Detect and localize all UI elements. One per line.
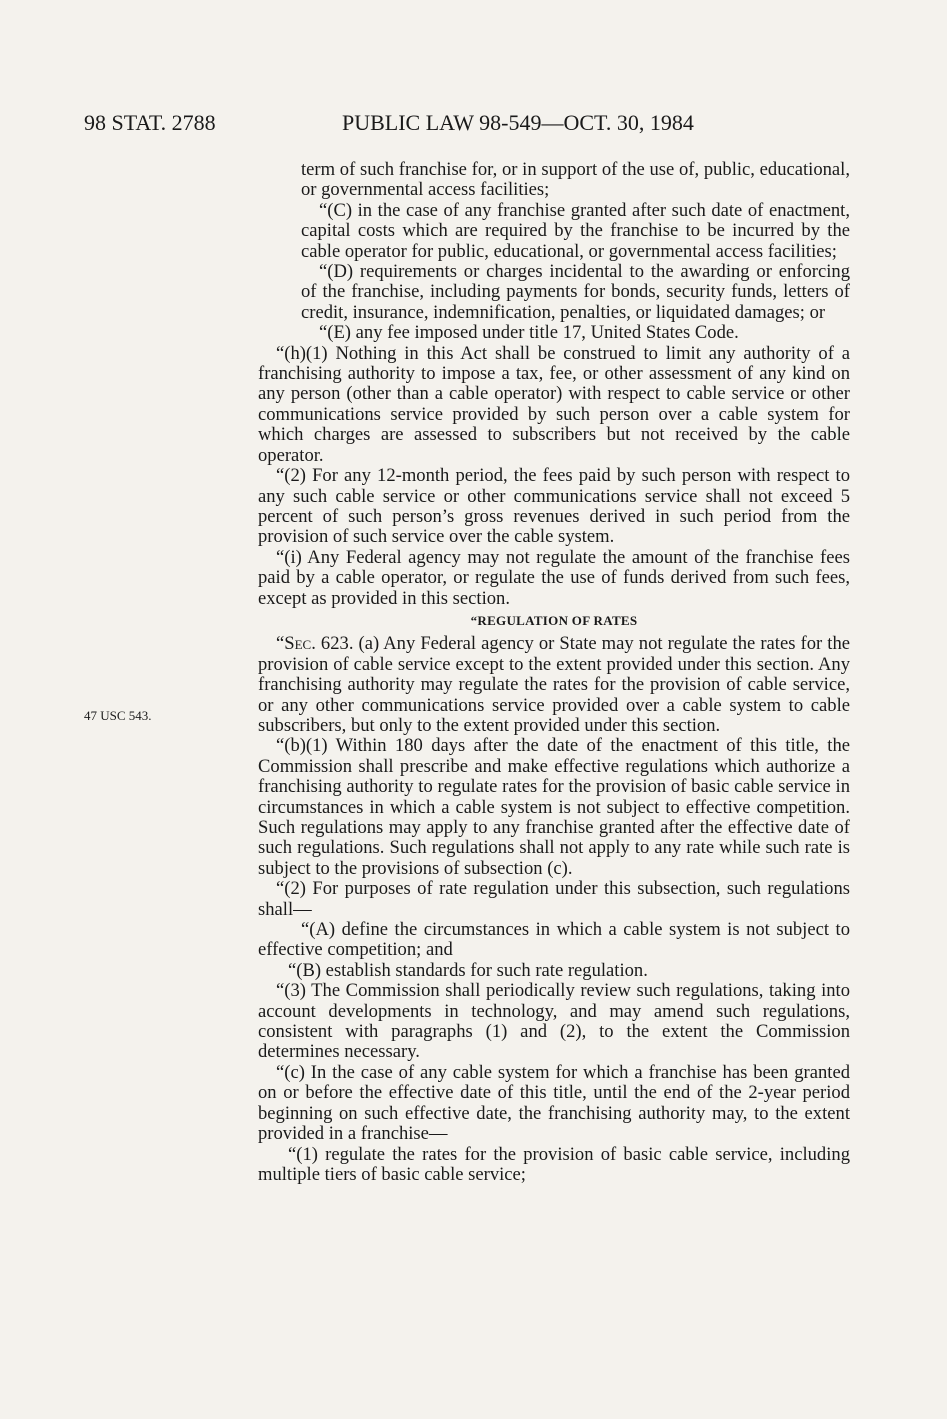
page-header xyxy=(84,110,851,140)
subsection-c: “(c) In the case of any cable system for which a franchise has been granted on or before the effective date of this title, until the end of the 2-year period beginning on such effective date, the franchising authority may, to the extent provided in a franchise— xyxy=(258,1061,850,1145)
margin-note-usc: 47 USC 543. xyxy=(84,708,152,723)
subsection-h2: “(2) For any 12-month period, the fees paid by such person with respect to any such cable service or other communications service shall not exceed 5 percent of such person’s gross revenues derived in such period from the provision of such service over the cable system. xyxy=(258,465,850,548)
subsection-b2: “(2) For purposes of rate regulation under this subsection, such regulations shall— xyxy=(258,878,850,920)
law-title-date: PUBLIC LAW 98-549—OCT. 30, 1984 xyxy=(342,110,694,135)
section-623-a-text: (a) Any Federal agency or State may not regulate the rates for the provision of cable service except to the extent provided under this section. Any franchising authority may regulate the rates for the provision of cable service, or any other communications service provided over a cable system to cable subscribers, but only to the extent provided under this section. xyxy=(258,633,850,736)
subsection-i: “(i) Any Federal agency may not regulate the amount of the franchise fees paid by a cable operator, or regulate the use of funds derived from such fees, except as provided in this section. xyxy=(258,546,850,609)
clause-b2-a: “(A) define the circumstances in which a cable system is not subject to effective competition; and xyxy=(258,919,850,961)
subsection-b3: “(3) The Commission shall periodically review such regulations, taking into account developments in technology, and may amend such regulations, consistent with paragraphs (1) and (2), to the extent the Commission determines necessary. xyxy=(258,980,850,1063)
paragraph-b-cont: term of such franchise for, or in support of the use of, public, educational, or governmental access facilities; xyxy=(301,159,850,201)
stat-page-number: 98 STAT. 2788 xyxy=(84,110,216,135)
clause-b2-b: “(B) establish standards for such rate regulation. xyxy=(288,959,648,981)
document-body xyxy=(258,160,850,1185)
paragraph-c: “(C) in the case of any franchise granted after such date of enactment, capital costs which are required by the franchise to be incurred by the cable operator for public, educational, or governmental access facilities; xyxy=(301,199,850,262)
section-heading: “REGULATION OF RATES xyxy=(470,612,638,628)
subsection-h1: “(h)(1) Nothing in this Act shall be construed to limit any authority of a franchising authority to impose a tax, fee, or other assessment of any kind on any person (other than a cable operator) with respect to cable service or other communications service provided by such person over a cable system for which charges are assessed to subscribers but not received by the cable operator. xyxy=(258,342,850,466)
section-623-a xyxy=(258,634,850,736)
paragraph-d: “(D) requirements or charges incidental to the awarding or enforcing of the franchise, including payments for bonds, security funds, letters of credit, insurance, indemnification, penalties, or liquidated damages; or xyxy=(301,261,850,323)
section-number: “Sec. 623. xyxy=(276,633,354,655)
clause-c1: “(1) regulate the rates for the provision of basic cable service, including multiple tiers of basic cable service; xyxy=(258,1143,850,1185)
paragraph-e: “(E) any fee imposed under title 17, United States Code. xyxy=(319,322,739,344)
subsection-b1: “(b)(1) Within 180 days after the date of the enactment of this title, the Commission shall prescribe and make effective regulations which authorize a franchising authority to regulate rates for the provision of basic cable service in circumstances in which a cable system is not subject to effective competition. Such regulations may apply to any franchise granted after the effective date of such regulations. Such regulations shall not apply to any rate while such rate is subject to the provisions of subsection (c). xyxy=(258,735,850,879)
